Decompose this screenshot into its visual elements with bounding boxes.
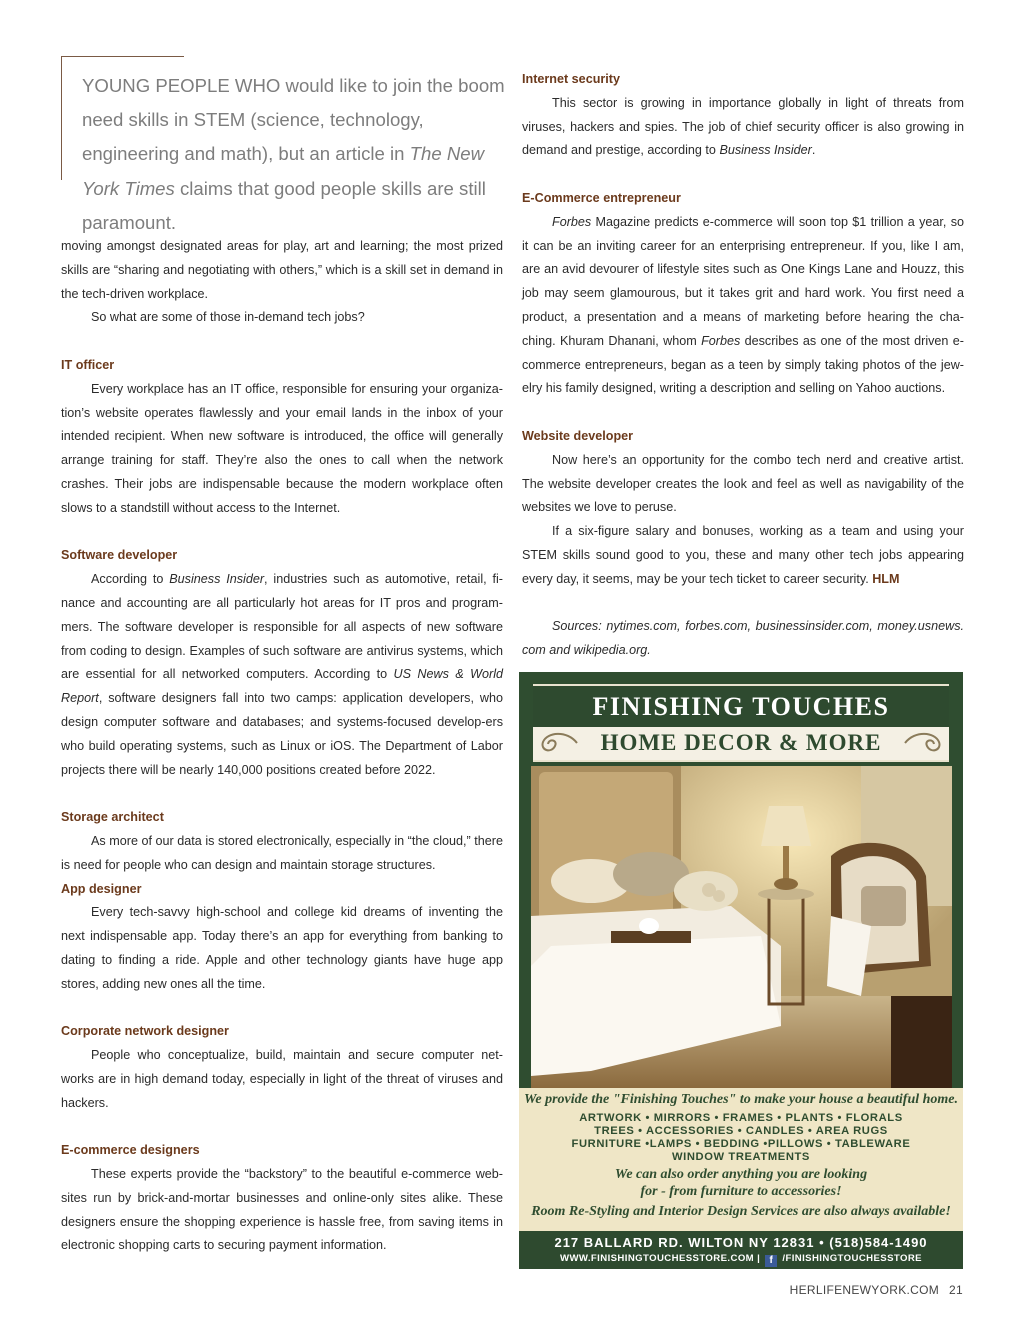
page-number: 21 [949,1283,963,1297]
ad-website: WWW.FINISHINGTOUCHESSTORE.COM [560,1253,755,1264]
heading-software-developer: Software developer [61,548,178,563]
body-network-designer: People who conceptualize, build, maintain and secure computer net-works are in high demand today, especially in light of the threat of viruses and hackers. [61,1048,503,1110]
hlm-signoff: HLM [872,571,900,586]
pull-quote [61,56,521,233]
ad-address: 217 BALLARD RD. WILTON NY 12831 • (518)584-1490 [554,1235,928,1250]
heading-ecommerce-designers: E-commerce designers [61,1143,200,1158]
ad-tagline: We provide the "Finishing Touches" to make your house a beautiful home. [523,1092,959,1107]
site-name: HERLIFENEWYORK.COM [789,1283,940,1297]
heading-app-designer: App designer [61,881,142,896]
ad-order-note: We can also order anything you are looking for - from furniture to accessories! [614,1167,868,1199]
ad-info-panel [519,1088,963,1269]
ad-contact-bar [519,1231,963,1269]
body-website-developer-2: If a six-figure salary and bonuses, working as a team and using your STEM skills sound good to you, these and many other tech jobs appearing every day, it seems, may be your tech ticket to career security. HLM [522,524,964,586]
pull-quote-rule-left [61,56,62,180]
heading-ecommerce-entrepreneur: E-Commerce entrepreneur [522,190,681,205]
body-internet-security: This sector is growing in importance globally in light of threats from viruses, hackers and spies. The job of chief security officer is also growing in demand and prestige, according to Business Insider. [522,95,964,158]
body-storage-architect: As more of our data is stored electronically, especially in “the cloud,” there is need for people who can design and maintain storage structures. [61,833,503,872]
heading-internet-security: Internet security [522,72,620,86]
ad-facebook: /FINISHINGTOUCHESSTORE [782,1253,922,1264]
right-column [522,68,964,663]
pull-quote-text: YOUNG PEOPLE WHO would like to join the boom need skills in STEM (science, technology, engineering and math), but an article in The New York Times claims that good people skills are still paramount. [82,75,505,233]
body-it-officer: Every workplace has an IT office, responsible for ensuring your organiza-tion’s website operates flawlessly and your email lands in the inbox of your intended recipient. When new software is introduced, the office will generally arrange training for staff. They’re also the ones to call when the network crashes. Their jobs are indispensable because the modern workplace often slows to a standstill without access to the Internet. [61,381,503,515]
finishing-touches-ad [519,672,963,1269]
ad-subtitle: HOME DECOR & MORE [600,730,882,755]
intro-question: So what are some of those in-demand tech jobs? [91,310,365,325]
heading-it-officer: IT officer [61,357,115,372]
sources-line: Sources: nytimes.com, forbes.com, businessinsider.com, money.usnews. com and wikipedia.org. [522,619,964,658]
body-ecommerce-entrepreneur: Forbes Magazine predicts e-commerce will soon top $1 trillion a year, so it can be an inviting career for an enterprising entrepreneur. If you, like I am, are an avid devourer of lifestyle sites such as One Kings Lane and Houzz, this job may seem glamourous, but it takes grit and hard work. You first need a product, a presentation and a means of marketing before hearing the cha-ching. Khuram Dhanani, whom Forbes describes as one of the most driven e-commerce entrepreneurs, began as a teen by simply taking photos of the jew-elry his family designed, writing a description and selling on Yahoo auctions. [522,214,964,396]
ad-category-line: TREES • ACCESSORIES • CANDLES • AREA RUGS [594,1125,888,1137]
intro-paragraph: moving amongst designated areas for play, art and learning; the most prized skills are “sharing and negotiating with others,” which is a skill set in demand in the tech-driven workplace. [61,239,503,301]
heading-storage-architect: Storage architect [61,810,164,825]
pull-quote-rule-top [61,56,184,57]
ad-web-line: WWW.FINISHINGTOUCHESSTORE.COM | f /FINISHINGTOUCHESSTORE [560,1253,922,1266]
ad-title: FINISHING TOUCHES [592,692,890,721]
heading-network-designer: Corporate network designer [61,1024,229,1039]
body-ecommerce-designers: These experts provide the “backstory” to the beautiful e-commerce web-sites run by brick-and-mortar businesses and online-only sites alike. These designers ensure the shopping experience is hassle free, from saving items in electronic shopping carts to securing payment information. [61,1167,503,1253]
body-website-developer-1: Now here’s an opportunity for the combo tech nerd and creative artist. The website developer creates the look and feel as well as navigability of the websites we love to peruse. [522,452,964,515]
body-app-designer: Every tech-savvy high-school and college kid dreams of inventing the next indispensable app. Today there’s an app for everything from banking to dating to finding a ride. Apple and other technology giants have huge app stores, adding new ones all the time. [61,905,503,991]
left-column [61,235,503,1258]
page-folio [790,1283,963,1297]
ad-category-line: WINDOW TREATMENTS [671,1151,810,1163]
heading-website-developer: Website developer [522,428,634,443]
facebook-icon: f [765,1255,777,1267]
ad-banner [533,684,949,762]
ad-category-line: FURNITURE •LAMPS • BEDDING •PILLOWS • TABLEWARE [571,1138,911,1150]
ad-restyle-note: Room Re-Styling and Interior Design Services are also always available! [531,1204,951,1219]
body-software-developer: According to Business Insider, industries such as automotive, retail, fi-nance and accounting are all particularly hot areas for IT pros and program-mers. The software developer is responsible for all aspects of new software from coding to design. Examples of such software are antivirus systems, which are essential for all networked computers. According to US News & World Report, software designers fall into two camps: application developers, who design computer software and databases; and systems-focused develop-ers who build operating systems, such as Linux or iOS. The Department of Labor projects there will be nearly 140,000 positions created before 2022. [61,572,503,777]
ad-category-line: ARTWORK • MIRRORS • FRAMES • PLANTS • FLORALS [579,1112,903,1124]
bedroom-photo [531,766,952,1088]
